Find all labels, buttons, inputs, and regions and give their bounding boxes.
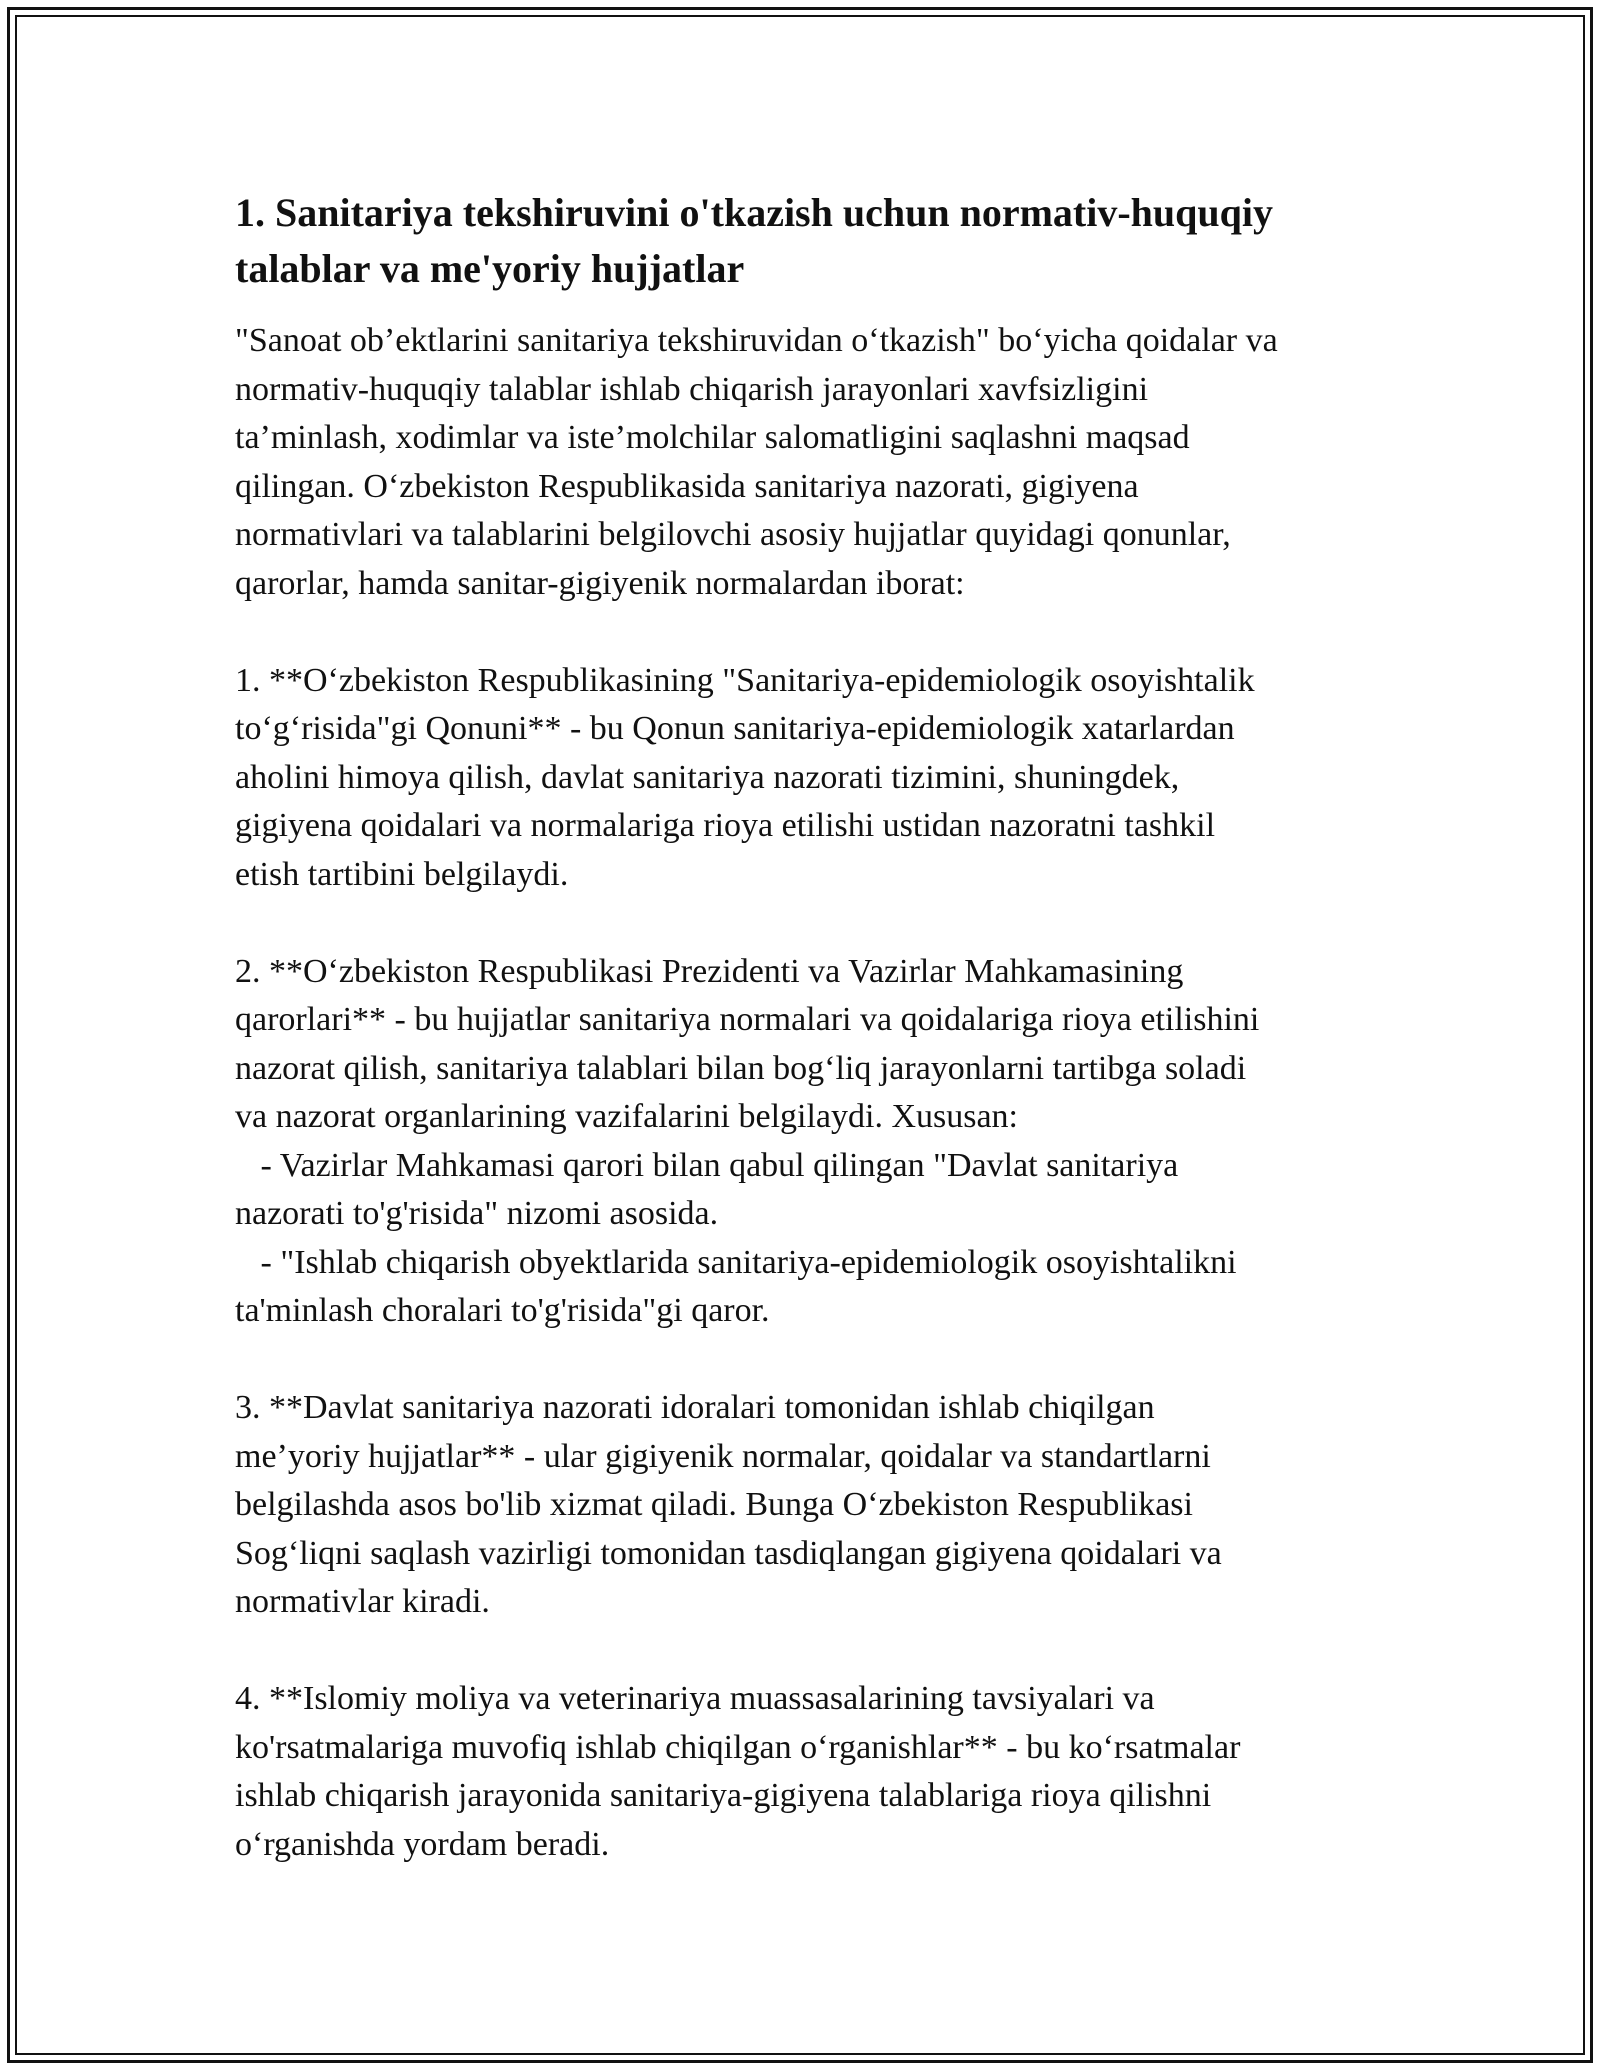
section-heading (235, 185, 1375, 297)
text-line: qarorlari** - bu hujjatlar sanitariya normalari va qoidalariga rioya etilishini (235, 1001, 1260, 1038)
heading-line: talablar va me'yoriy hujjatlar (235, 246, 745, 291)
text-line: ishlab chiqarish jarayonida sanitariya-gigiyena talablariga rioya qilishni (235, 1777, 1212, 1814)
text-line: belgilashda asos bo'lib xizmat qiladi. Bunga O‘zbekiston Respublikasi (235, 1486, 1193, 1523)
text-line: 1. **O‘zbekiston Respublikasining "Sanitariya-epidemiologik osoyishtalik (235, 661, 1255, 699)
text-line: - Vazirlar Mahkamasi qarori bilan qabul qilingan "Davlat sanitariya (235, 1146, 1179, 1184)
text-line: - "Ishlab chiqarish obyektlarida sanitariya-epidemiologik osoyishtalikni (235, 1243, 1237, 1281)
text-line: Sog‘liqni saqlash vazirligi tomonidan tasdiqlangan gigiyena qoidalari va (235, 1534, 1222, 1572)
text-line: ta'minlash choralari to'g'risida"gi qaror. (235, 1292, 770, 1329)
text-line: nazorati to'g'risida" nizomi asosida. (235, 1195, 719, 1232)
intro-paragraph (235, 317, 1375, 608)
text-line: ta’minlash, xodimlar va iste’molchilar salomatligini saqlashni maqsad (235, 419, 1190, 456)
document-body (235, 185, 1375, 1869)
text-line: va nazorat organlarining vazifalarini belgilaydi. Xususan: (235, 1098, 1018, 1135)
list-item-1 (235, 657, 1375, 900)
text-line: qarorlar, hamda sanitar-gigiyenik normalardan iborat: (235, 564, 965, 602)
list-item-4 (235, 1675, 1375, 1869)
paragraph-gap (235, 1627, 1375, 1676)
paragraph-gap (235, 899, 1375, 948)
text-line: nazorat qilish, sanitariya talablari bilan bog‘liq jarayonlarni tartibga soladi (235, 1049, 1247, 1087)
list-item-2 (235, 948, 1375, 1336)
text-line: normativlari va talablarini belgilovchi asosiy hujjatlar quyidagi qonunlar, (235, 516, 1231, 553)
heading-line: 1. Sanitariya tekshiruvini o'tkazish uchun normativ-huquqiy (235, 190, 1274, 235)
text-line: etish tartibini belgilaydi. (235, 855, 569, 893)
text-line: normativlar kiradi. (235, 1583, 490, 1620)
text-line: ko'rsatmalariga muvofiq ishlab chiqilgan o‘rganishlar** - bu ko‘rsatmalar (235, 1728, 1241, 1766)
text-line: o‘rganishda yordam beradi. (235, 1825, 610, 1863)
list-item-3 (235, 1384, 1375, 1627)
text-line: normativ-huquqiy talablar ishlab chiqarish jarayonlari xavfsizligini (235, 370, 1149, 408)
paragraph-gap (235, 608, 1375, 657)
text-line: 4. **Islomiy moliya va veterinariya muassasalarining tavsiyalari va (235, 1680, 1155, 1717)
text-line: to‘g‘risida"gi Qonuni** - bu Qonun sanitariya-epidemiologik xatarlardan (235, 710, 1235, 747)
text-line: 3. **Davlat sanitariya nazorati idoralari tomonidan ishlab chiqilgan (235, 1389, 1155, 1426)
text-line: gigiyena qoidalari va normalariga rioya etilishi ustidan nazoratni tashkil (235, 807, 1216, 844)
paragraph-gap (235, 1336, 1375, 1385)
text-line: aholini himoya qilish, davlat sanitariya nazorati tizimini, shuningdek, (235, 758, 1180, 796)
text-line: me’yoriy hujjatlar** - ular gigiyenik normalar, qoidalar va standartlarni (235, 1437, 1211, 1475)
text-line: 2. **O‘zbekiston Respublikasi Prezidenti va Vazirlar Mahkamasining (235, 952, 1184, 990)
text-line: qilingan. O‘zbekiston Respublikasida sanitariya nazorati, gigiyena (235, 467, 1139, 505)
text-line: "Sanoat ob’ektlarini sanitariya tekshiruvidan o‘tkazish" bo‘yicha qoidalar va (235, 322, 1278, 359)
